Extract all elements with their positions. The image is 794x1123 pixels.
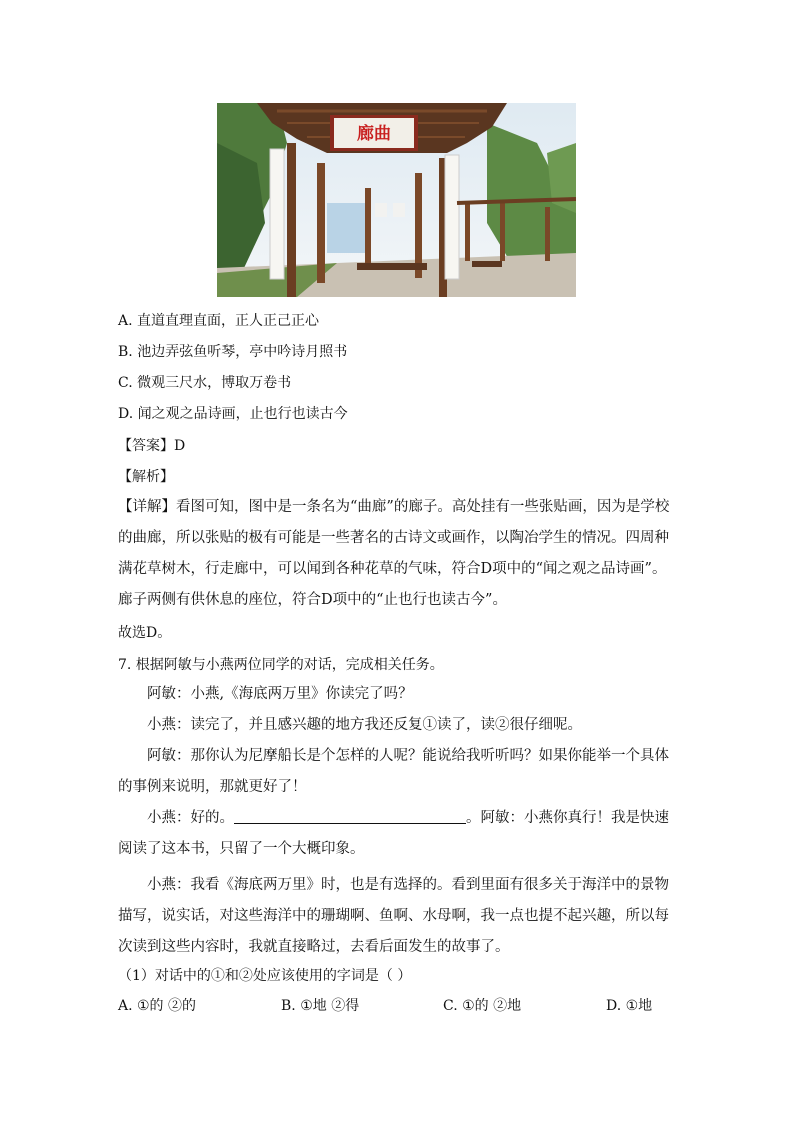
- answer-blank[interactable]: [234, 809, 466, 824]
- dialogue-4-pre: 小燕：好的。: [147, 810, 234, 826]
- dialogue-3: 阿敏：那你认为尼摩船长是个怎样的人呢？能说给我听听吗？如果你能举一个具体的事例来说明，那就更好了！: [118, 748, 669, 795]
- choice-c: C. ①的 ②地: [443, 998, 522, 1014]
- option-d: D. 闻之观之品诗画，止也行也读古今: [118, 406, 348, 422]
- dialogue-1: 阿敏：小燕,《海底两万里》你读完了吗？: [147, 686, 413, 702]
- corridor-photo: [217, 103, 576, 297]
- choice-b: B. ①地 ②得: [281, 998, 360, 1014]
- analysis-heading: 【解析】: [118, 469, 174, 485]
- dialogue-2: 小燕：读完了，并且感兴趣的地方我还反复①读了，读②很仔细呢。: [147, 717, 582, 733]
- dialogue-4-post: 。阿敏：小燕你真行！我是快速阅读了这本书，只留了一个大概印象。: [118, 810, 669, 857]
- dialogue-5: 小燕：我看《海底两万里》时，也是有选择的。看到里面有很多关于海洋中的景物描写，说实话，对这些海洋中的珊瑚啊、鱼啊、水母啊，我一点也提不起兴趣，所以每次读到这些内容时，我就直接略过，去看后面发生的故事了。: [118, 877, 669, 955]
- dialogue-4: [118, 803, 678, 865]
- option-b: B. 池边弄弦鱼听琴，亭中吟诗月照书: [118, 344, 348, 360]
- sign-text: 廊曲: [357, 124, 391, 144]
- answer: 【答案】D: [118, 438, 186, 454]
- sub-question-1: （1）对话中的①和②处应该使用的字词是（ ）: [118, 968, 412, 984]
- option-a: A. 直道直理直面，正人正己正心: [118, 313, 320, 329]
- conclusion: 故选D。: [118, 625, 172, 641]
- detail-paragraph: 【详解】看图可知，图中是一条名为“曲廊”的廊子。高处挂有一些张贴画，因为是学校的曲廊，所以张贴的极有可能是一些著名的古诗文或画作，以陶冶学生的情况。四周种满花草树木，行走廊中，可以闻到各种花草的气味，符合D项中的“闻之观之品诗画”。廊子两侧有供休息的座位，符合D项中的“止也行也读古今”。: [118, 499, 670, 608]
- choice-d: D. ①地: [606, 998, 653, 1014]
- choice-a: A. ①的 ②的: [118, 998, 197, 1014]
- q7-stem: 7. 根据阿敏与小燕两位同学的对话，完成相关任务。: [118, 657, 444, 673]
- option-c: C. 微观三尺水，博取万卷书: [118, 375, 292, 391]
